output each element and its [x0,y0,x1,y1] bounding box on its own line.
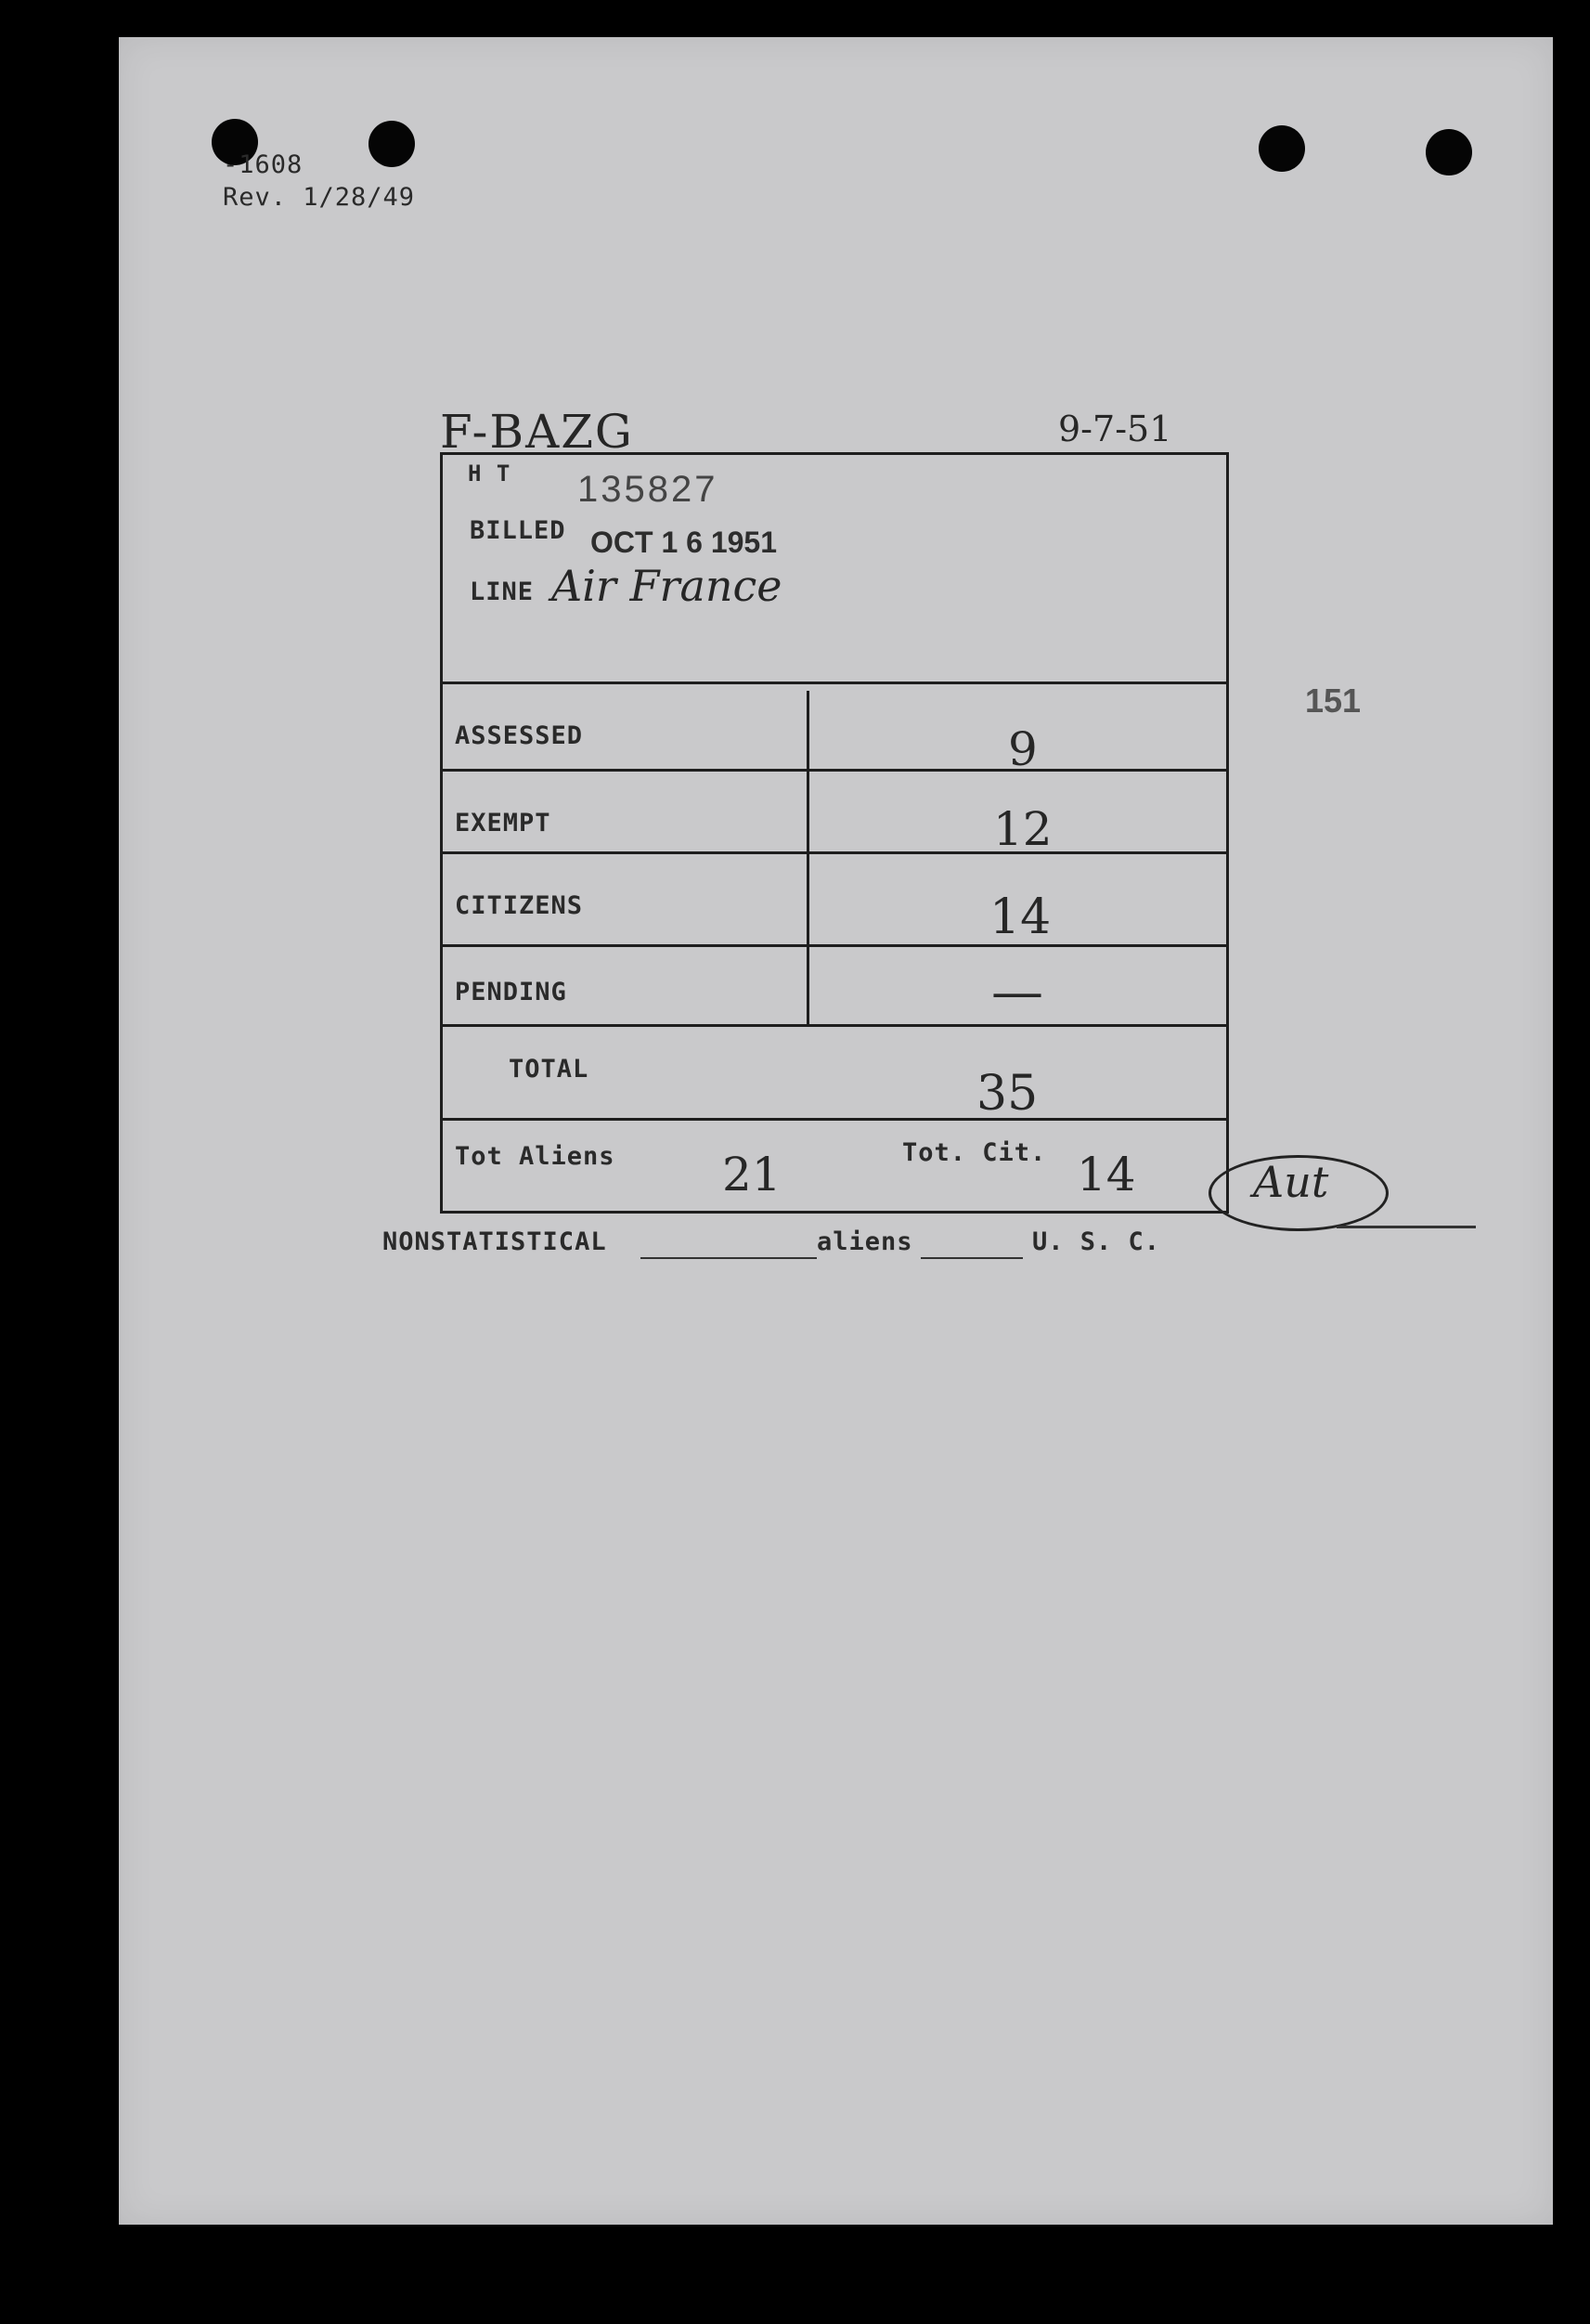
total-value: 35 [976,1066,1039,1122]
tot-cit-label: Tot. Cit. [902,1138,1047,1167]
line-label: LINE [470,578,535,606]
initials-tail-stroke [1337,1226,1476,1228]
pending-value: — [991,962,1043,1022]
exempt-label: EXEMPT [455,809,551,837]
form-revision: Rev. 1/28/49 [223,183,416,212]
aircraft-registration: F-BAZG [440,405,634,459]
exempt-value: 12 [993,802,1053,856]
billed-label: BILLED [470,516,566,545]
ht-label: H T [468,461,511,487]
initials-handwritten: Aut [1253,1157,1329,1207]
usc-label: U. S. C. [1032,1227,1161,1256]
line-airline-handwritten: Air France [551,561,782,611]
aliens-blank [921,1257,1023,1259]
side-number: 151 [1305,682,1362,720]
tot-aliens-label: Tot Aliens [455,1142,615,1171]
billed-date-stamp: OCT 1 6 1951 [590,526,777,559]
date-handwritten: 9-7-51 [1058,409,1172,449]
tot-aliens-value: 21 [722,1148,782,1201]
ht-number: 135827 [577,469,718,510]
punch-hole-right-1 [1259,125,1305,172]
punch-hole-right-2 [1426,129,1472,175]
tot-cit-value: 14 [1077,1148,1136,1201]
total-label: TOTAL [509,1055,589,1084]
citizens-value: 14 [989,889,1052,945]
aliens-footer-label: aliens [817,1227,913,1256]
assessed-label: ASSESSED [455,721,584,750]
pending-label: PENDING [455,978,567,1006]
nonstatistical-blank [640,1257,817,1259]
assessed-value: 9 [1008,722,1038,776]
citizens-label: CITIZENS [455,891,584,920]
punch-hole-left-2 [368,121,415,167]
form-number: -1608 [223,150,304,179]
nonstatistical-label: NONSTATISTICAL [382,1227,607,1256]
